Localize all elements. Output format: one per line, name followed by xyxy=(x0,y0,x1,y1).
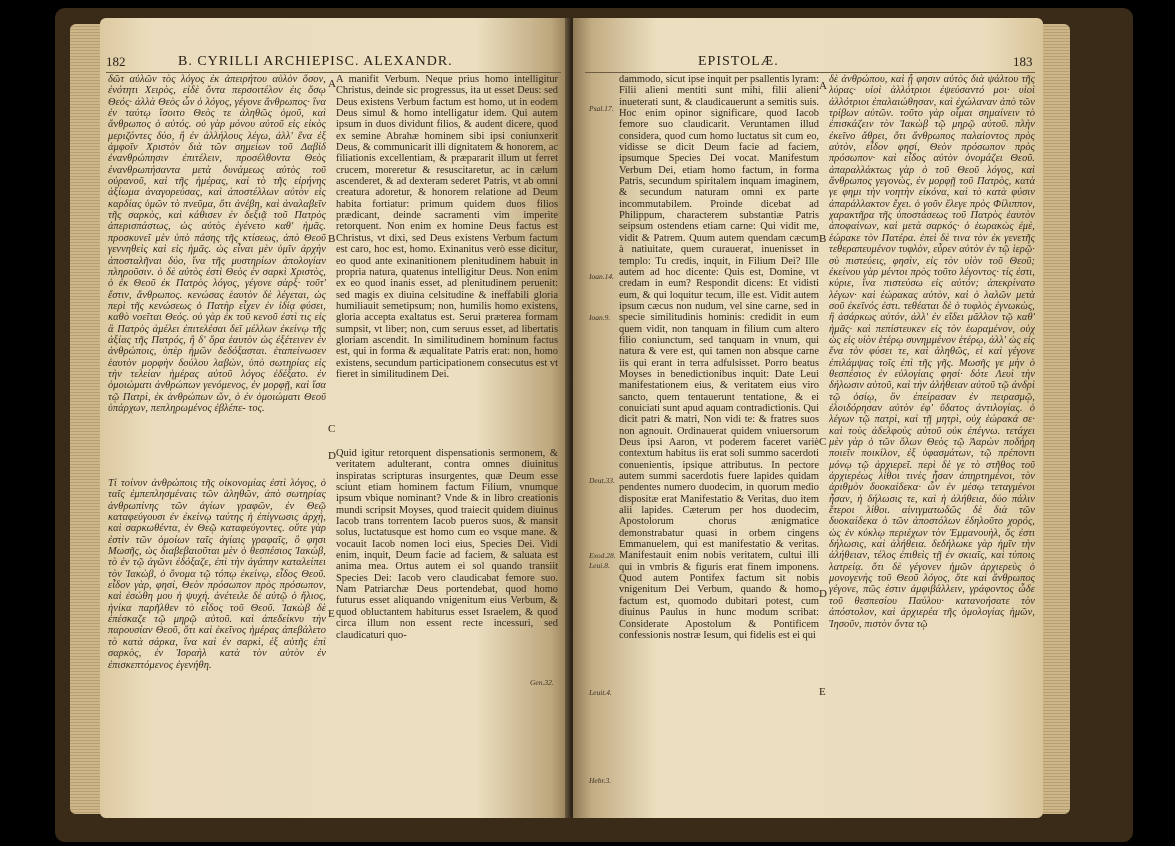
right-marker-c: C xyxy=(819,436,827,448)
right-latin-paragraph: dammodo, sicut ipse inquit per psallentis lyram: Filii alieni mentiti sunt mihi, filii alieni inueterati sunt, & claudicauerunt a semitis suis. Hoc enim opinor significare, quod Iacob femore suo claudicarit. Veruntamen illud considera, quod cum homo luctatus sit cum eo, vidisse se dicit Deum facie ad faciem, ipsumque Species Dei vocat. Manifestum Verbum Dei, etiam homo factum, in forma Patris, secundum spiritalem inquam imaginem, & secundum naturam omni ex parte incommutabilem. Proinde dicebat ad Philippum, characterem substantiæ Patris seipsum ostendens etiam carne: Qui vidit me, vidit & Patrem. Quum autem quendam cæcum à natiuitate, quem curauerat, inuenisset in templo: Tu credis, inquit, in Filium Dei? Ille autem ad hoc dicente: Quis est, Domine, vt credam in eum? Respondit dicens: Et vidisti eum, & qui loquitur tecum, ille est. Vidit autem ipsum cæcus non nudum, vel sine carne, sed in specie similitudinis hominis: credidit in eum quem vidit, non tanquam in filium cum altero filio coniunctum, sed tanquam in vnum, qui natura & vere est, qui tamen non absque carne iis qui erant in terra adfulsisset. Porro beatus Moyses in benedictionibus inquit: Date Leui manifestationem eius, & veritatem eius viro sancto, quem tentauerunt tentatione, & ei conuiciati sunt apud aquam contradictionis. Qui dicit patri & matri, Non vidi te: & fratres suos non agnouit. Ordinauerat quidem vniuersorum Deus ipsi Aaron, vt poderem faceret variè contextum habitus iis erat soli summo sacerdoti conuenientis, ipsique attributus. In pectore autem summi sacerdotis fuere lapides quidam pendentes numero duodecim, in quorum medio dispositæ erat Manifestatio & Veritas, duo item alii lapides. Cæterum per hos duodecim, Apostolorum chorus ænigmatice demonstrabatur quasi in orbem cingens Emmanuelem, qui est manifestatio & veritas. Manifestauit enim nobis veritatem, cultui illi qui in vmbris & figuris erat finem imponens. Quod autem Pontifex factum sit nobis vnigenitum Dei Verbum, quando & homo factum est, quomodo dubitari potest, cum diuinus Paulus in hunc modum scribat: Considerate Apostolum & Pontificem confessionis nostræ Iesum, qui fidelis est ei qui xyxy=(619,74,819,641)
left-head-rule xyxy=(106,72,561,73)
left-marker-a: A xyxy=(328,78,336,90)
right-margin-note-hebr: Hebr.3. xyxy=(589,776,612,785)
right-marker-d: D xyxy=(819,588,827,600)
left-page xyxy=(100,18,570,818)
right-head-rule xyxy=(585,72,1035,73)
right-page-number: 183 xyxy=(1013,54,1033,69)
right-page xyxy=(573,18,1043,818)
left-marker-b: B xyxy=(328,233,336,245)
right-margin-note-deut: Deut.33. xyxy=(589,476,615,485)
left-latin-column-lower xyxy=(336,448,558,810)
right-margin-note-ioan9: Ioan.9. xyxy=(589,313,611,322)
right-page-edges xyxy=(1040,24,1070,814)
left-greek-paragraph-2: Τί τοίνυν ἀνθρώποις τῆς οἰκονομίας ἐστὶ λόγος, ὁ ταῖς ἐμπεπλησμέναις τῶν ἀληθῶν, ἀπὸ σωτηρίας ἀνθρωπίνης τῶν ἁγίων γραφῶν, ἐν Θεῷ καταφεύγουσι ἐν ἐκείνῳ ταύτης ἡ ἐπίγνωσις ἀρχὴ, καὶ σαρκωθέντα, ἐν Θεῷ καταφεύγοντες. οὔτε γὰρ ἐστὶν τῶν ὁμοίων ταῖς ἁγίαις γραφαῖς, ὃ φησι Μωσῆς, ὡς διαβεβαιοῦται μὲν ὁ θεσπέσιος Ἰακὼβ, τὸ ἐν τῷ ἀγῶνι ἐδόξαζε, ἐπὶ τὴν ἀγάπην καταλείπει τὸν Ἰακὼβ, ὁ ὄνομα τῷ τόπῳ ἐκείνῳ, εἶδος Θεοῦ. εἶδον γὰρ, φησί, Θεὸν πρόσωπον πρὸς πρόσωπον, καὶ ἐσώθη μου ἡ ψυχή. ἀνέτειλε δὲ αὐτῷ ὁ ἥλιος, ἡνίκα παρῆλθεν τὸ εἶδος τοῦ Θεοῦ. Ἰακὼβ δὲ ἐπέσκαζε τῷ μηρῷ αὐτοῦ. καὶ ἀπεδείκνυ τὴν παρουσίαν Θεοῦ, ὅτι καὶ ἐκεῖνος ἡμέρας ἀπεβάλετο τὸ κατὰ σάρκα, ἵνα καὶ ἐν σαρκὶ, ἐξ αὐτῆς ἐπὶ σαρκὸς, ἐν Ἰσραὴλ κατὰ τὸν αὐτὸν ἐν ἐπισκεπτόμενος ἐγενήθη. xyxy=(108,478,326,671)
right-margin-note-leui: Leui.8. xyxy=(589,561,610,570)
left-latin-column xyxy=(336,74,558,444)
right-margin-note-psal: Psal.17. xyxy=(589,104,614,113)
right-margin-note-exod: Exod.28. xyxy=(589,551,616,560)
right-running-head: EPISTOLÆ. xyxy=(698,54,779,69)
right-marker-b: B xyxy=(819,233,827,245)
left-greek-paragraph-1: δῶτ αὐλῶν τὸς λόγος ἐκ ἀπειρήτου αὐλὸν ὅσον, ἐνότητι Χειρὸς, εἰδὲ ὄντα περσοιτέλον ἐις ὅσῳ Θεός· ἀλλὰ Θεὸς ὧν ὁ λόγος, γέγονε ἄνθρωπος· ἵνα ἐν ταύτῳ ἴσοιτο Θεὸς τε ἀληθῶς ὁμοῦ, καὶ ἄνθρωπος ὁ αὐτός. οὐ γὰρ μόνου αὐτοῦ εἰς εἰκὸς μεριζόντες δύο, ἢ ἐν ἀλλήλους λέγω, ἀλλ' ἕνα ἐξ ἀμφοῖν Χριστὸν διὰ τῶν σημείων τοῦ Δαβὶδ ἐνανθρώπησιν ἐπιτέλειν, προσέλθοντα Θεὸς ἐνανθρωπήσαντα μετὰ δυνάμεως αὐτὸς τοῦ οὐρανοῦ, καὶ τῆς ἡμέρας, καὶ τὸ τῆς εἰρήνης ἀξίωμα ἀναγορεύσας, καὶ ἀποστέλλων αὐτὸν εἰς καρδίας ὑμῶν τὸ πνεῦμα, ὅτι ἀνέβη, καὶ ἀναλαβεῖν τῆς σαρκὸς, καὶ κάθισεν ἐν δεξιᾷ τοῦ Πατρὸς ἀπερισπάστως, ὡς αὐτὸς ἐγένετο καθ' ἡμᾶς. προσκυνεῖ μὲν ὑπὸ πάσης τῆς κτίσεως, ἀπὸ Θεοῦ γεννηθεὶς καὶ εἰς ἡμᾶς. ὡς εἶναι μὲν ὑμῖν ἀρχὴν ἀποσταλῆναι δύο, ἵνα τῆς μυστηρίων ἀπολογίαν πληροῦσιν. ὁ δὲ αὐτὸς ἐστὶ Θεὸς ἐν σαρκὶ Χριστὸς, ὁ ἐκ Θεοῦ ἐκ Πατρὸς λόγος, γέγονε σὰρξ· τοῦτ' ἔστιν, ἄνθρωπος. κενώσας ἑαυτὸν δὲ λέγεται, ὡς περὶ τῆς κενώσεως ὁ Πατὴρ εἶχεν ἐν ἰδίᾳ φύσει, καθὸ νοεῖται Θεός. οὐ γὰρ ἐκ τοῦ κενοῦ ἐστὶ τις εἰς ἃ Πατρὸς ἀμέλει ἐπιτελέσαι δεῖ μέλλων ἐκείνῳ τῆς ἀξίας τῆς Πατρός, ἢ δ' ὅρα ἑαυτὸν ὡς ἐξέτεινεν ἐν ἀνθρώποις, ὑπὲρ ἡμῶν δεδόξασται. ἐταπείνωσεν ἑαυτὸν μορφὴν δούλου λαβὼν, ὑπὸ σωτηρίας εἰς τὴν τελείαν ἡμέρας αὐτοῦ λόγος ἐδέξατο. ἐν ὁμοιώματι ἀνθρώπων γενόμενος, ἐν μορφῇ, καὶ ἴσα τῷ Πατρὶ, ἐκ ἀνθρώπων ὤν, ὁ ἐν ὁμοιώματι Θεοῦ ὑπάρχων, πεπληρωμένος ἐβλέπε- τος. xyxy=(108,74,326,414)
left-marker-c: C xyxy=(328,423,336,435)
right-marker-a: A xyxy=(819,80,827,92)
right-marker-e: E xyxy=(819,686,826,698)
right-greek-paragraph: δὲ ἀνθρώπου, καὶ ᾗ φησιν αὐτὸς διὰ ψάλτου τῆς λύρας· υἱοὶ ἀλλότριοι ἐψεύσαντό μοι· υἱοὶ ἀλλότριοι ἐπαλαιώθησαν, καὶ ἐχώλαναν ἀπὸ τῶν τρίβων αὐτῶν. τοῦτο γὰρ οἶμαι σημαίνειν τὸ ἐπισκάζειν τὸν Ἰακὼβ τῷ μηρῷ αὐτοῦ. πλὴν ἐκεῖνο ἄθρει, ὅτι ἄνθρωπος παλαίοντος πρὸς αὐτὸν, εἶδον φησί, Θεὸν πρόσωπον πρὸς πρόσωπον· καὶ εἶδος αὐτὸν ὀνομάζει Θεοῦ. ἀπαραλλάκτως γὰρ ὁ τοῦ Θεοῦ λόγος, καὶ ἄνθρωπος γεγονὼς, ἐν μορφῇ τοῦ Πατρὸς, κατὰ γε φημι τὴν νοητὴν εἰκόνα, καὶ τὸ κατὰ φύσιν ἀπαράλλακτον ἔχει. ὁ γοῦν ἔλεγε πρὸς Φίλιππον, χαρακτῆρα τῆς ὑποστάσεως τοῦ Πατρὸς ἑαυτὸν ἀποφαίνων, καὶ μετὰ σαρκός· ὁ ἑωρακὼς ἐμὲ, ἑώρακε τὸν Πατέρα. ἐπεὶ δὲ τινα τὸν ἐκ γενετῆς τεθεραπευμένον τυφλὸν, εὗρεν αὐτὸν ἐν τῷ ἱερῷ· σὺ πιστεύεις, φησὶν, εἰς τὸν υἱὸν τοῦ Θεοῦ; ἐκείνου γὰρ μέντοι πρὸς τοῦτο λέγοντος· τίς ἐστι, κύριε, ἵνα πιστεύσω εἰς αὐτόν; ἀπεκρίνατο λέγων· καὶ ἑώρακας αὐτὸν, καὶ ὁ λαλῶν μετὰ σοῦ ἐκεῖνός ἐστι. τεθέαται δὲ ὁ τυφλὸς ἐγνωκὼς, ἢ ἀσάρκως αὐτόν, ἀλλ' ἐν εἴδει μᾶλλον τῷ καθ' ἡμᾶς· καὶ πεπίστευκεν εἰς τὸν ἑωραμένον, οὐχ ὡς εἰς υἱὸν ἑτέρῳ συνημμένον ἑτέρῳ, ἀλλ' ὡς εἰς ἕνα τὸν φύσει τε, καὶ ἀληθῶς, εἰ καὶ γέγονε ἐπιλάμψας τοῖς ἐπὶ τῆς γῆς. Μωσῆς γε μὴν ὁ θεσπέσιος ἐν εὐλογίαις φησί· δότε Λευὶ τὴν δήλωσιν αὐτοῦ, καὶ τὴν ἀλήθειαν αὐτοῦ τῷ ἀνδρὶ τῷ ὁσίῳ, ὃν ἐπείρασαν ἐν πειρασμῷ, ἐλοιδόρησαν αὐτὸν ἐφ' ὕδατος ἀντιλογίας. ὁ λέγων τῷ πατρὶ, καὶ τῇ μητρὶ, οὐχ ἑώρακά σε· καὶ τοὺς ἀδελφοὺς αὐτοῦ οὐκ ἐπέγνω. τετάχει μὲν γὰρ ὁ τῶν ὅλων Θεὸς τῷ Ἀαρὼν ποδήρη ποιεῖν ποικίλον, ἐξ ὑφασμάτων, τῷ πρέποντι μόνῳ τῷ ἀρχιερεῖ. περὶ δὲ γε τὸ στῆθος τοῦ ἀρχιερέως λίθοι τινὲς ἦσαν ἀπηρτημένοι, τὸν ἀριθμὸν δυοκαίδεκα· ὧν ἐν μέσῳ τεταγμένοι ἦσαν, ἡ δήλωσις τε, καὶ ἡ ἀλήθεια, δύο πάλιν ἕτεροι λίθοι. αἰνιγματωδῶς δὲ διὰ τῶν δυοκαίδεκα ὁ τῶν ἀποστόλων ἐδηλοῦτο χορός, ὡς ἐν κύκλῳ περιέχων τὸν Ἐμμανουὴλ, ὅς ἐστι δήλωσις, καὶ ἀλήθεια. δεδήλωκε γὰρ ἡμῖν τὴν ἀλήθειαν, τέλος ἐπιθεὶς τῇ ἐν σκιαῖς, καὶ τύποις λατρείᾳ. ὅτι δὲ γέγονεν ἡμῶν ἀρχιερεὺς ὁ μονογενὴς τοῦ Θεοῦ λόγος, ὅτε καὶ ἄνθρωπος γέγονε, πῶς ἐστιν ἀμφιβάλλειν, γράφοντος ὧδε τοῦ θεσπεσίου Παύλου· κατανοήσατε τὸν ἀπόστολον, καὶ ἀρχιερέα τῆς ὁμολογίας ἡμῶν, Ἰησοῦν, πιστὸν ὄντα τῷ xyxy=(829,74,1035,630)
right-latin-column xyxy=(619,74,819,814)
left-latin-paragraph-1: A manifit Verbum. Neque prius homo intelligitur Christus, deinde sic progressus, ita ut esset Deus: sed Deus existens Verbum factum est homo, ut in eodem Deus simul & homo intelligatur idem. Qui autem ipsum in duos dividunt filios, & audent dicere, quod ex semine Abrahæ hominem sibi ipsi coniunxerit Deus, & communicarit illi dignitatem & honorem, ac filiationis excellentiam, & præpararit illum ut ferret crucem, moreretur & resuscitaretur, ac in cælum ascenderet, & ad dexteram sederet Patris, vt ab omni creatura adoretur, & honorem relatione ad Deum habita fortiatur: primum quidem duos filios prædicant, deinde sacramenti vim imperite retorquent. Non enim ex homine Deus factus est Christus, vt dixi, sed Deus existens Verbum factum est caro, hoc est, homo. Exinanitus verò esse dicitur, eo quod ante exinanitionem plenitudinem habuit in propria natura, quatenus intelligitur Deus. Non enim ex eo quod inanis esset, ad plenitudinem peruenit: sed magis ex diuina celsitudine & ineffabili gloria humiliauit semetipsum; non, humilis homo existens, gloria accepta exaltatus est. Serui præterea formam sumpsit, vt liber; non, cum seruus esset, ad libertatis gloriam ascendit. In similitudinem hominum factus est, qui in forma & æqualitate Patris erat: non, homo existens, secundum participationem consecutus est vt fieret in similitudinem Dei. xyxy=(336,74,558,380)
left-greek-column xyxy=(108,74,326,474)
left-page-edges xyxy=(70,24,104,814)
left-running-head: B. CYRILLI ARCHIEPISC. ALEXANDR. xyxy=(178,54,453,69)
left-latin-paragraph-2: Quid igitur retorquent dispensationis sermonem, & veritatem adulterant, contra omnes diuinitus inspiratas scripturas insurgentes, quæ Deum esse sciunt etiam hominem factum Filium, vnumque ipsum vbique nominant? Vnde & in libro creationis mundi scripsit Moyses, quod traiecit quidem diuinus Iacob trans torrentem Iacob pueros suos, & mansit solus, luctatusque est homo cum eo vsque mane. & vocauit Iacob nomen loci eius, Species Dei. Vidi enim, inquit, Deum facie ad faciem, & saluata est anima mea. Ortus autem ei sol quando transiit Species Dei: Iacob vero claudicabat femore suo. Nam Patriarchæ Deus portendebat, quod homo futurus esset aliquando vnigenitum eius Verbum, & quod obluctantem habiturus esset Israelem, & quod circa illum non essent recte incessuri, sed claudicaturi quo- xyxy=(336,448,558,641)
left-page-number: 182 xyxy=(106,54,126,69)
right-greek-column xyxy=(829,74,1035,814)
left-margin-note-gen: Gen.32. xyxy=(530,678,554,687)
right-margin-note-leuit: Leuit.4. xyxy=(589,688,612,697)
right-margin-note-ioan14: Ioan.14. xyxy=(589,272,614,281)
left-marker-d: D xyxy=(328,450,336,462)
left-greek-column-lower xyxy=(108,478,326,808)
left-marker-e: E xyxy=(328,608,335,620)
